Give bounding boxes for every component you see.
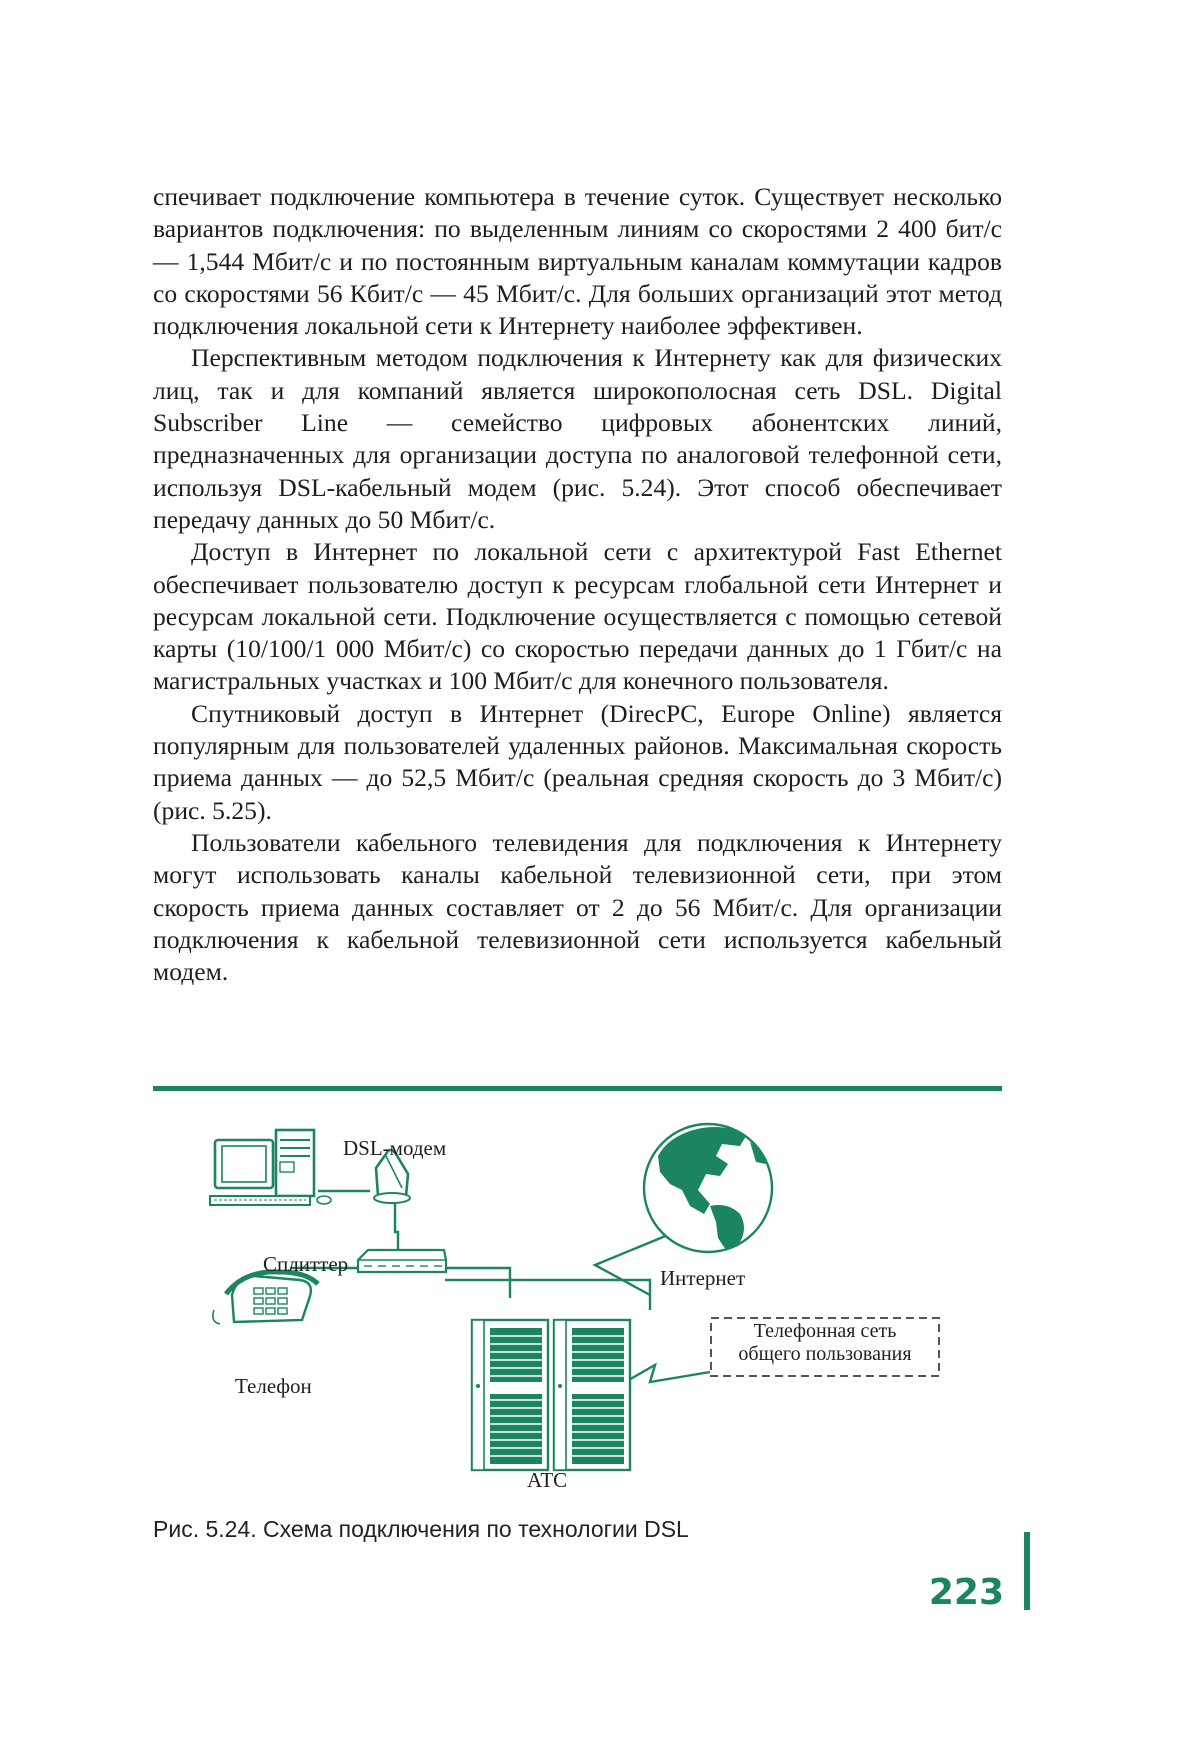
figure-caption: Рис. 5.24. Схема подключения по технологии DSL [153,1516,689,1542]
page-number-bar [1024,1532,1030,1610]
dsl-diagram [150,1110,1010,1510]
paragraph: Перспективным методом подключения к Интернету как для физических лиц, так и для компаний является широкополосная сеть DSL. Digital Subscriber Line — семейство цифровых абонентских линий, предназначенных для организации доступа по аналоговой телефонной сети, используя DSL-кабельный модем (рис. 5.24). Этот способ обеспечивает передачу данных до 50 Мбит/с. [153,343,1002,534]
pstn-label-line1: Телефонная сеть [753,1320,897,1342]
ats-pstn-link [620,1365,710,1385]
body-text [153,181,1002,988]
paragraph: Пользователи кабельного телевидения для подключения к Интернету могут использовать каналы кабельной телевизионной сети, при этом скорость приема данных составляет от 2 до 56 Мбит/с. Для организации подключения к кабельной телевизионной сети используется кабельный модем. [153,827,1002,987]
paragraph: Доступ в Интернет по локальной сети с архитектурой Fast Ethernet обеспечивает пользователю доступ к ресурсам глобальной сети Интернет и ресурсам локальной сети. Подключение осуществляется с помощью сетевой карты (10/100/1 000 Мбит/с) со скоростью передачи данных до 1 Гбит/с на магистральных участках и 100 Мбит/с для конечного пользователя. [153,537,1002,696]
page-number: 223 [928,1572,1004,1613]
pstn-label [711,1320,939,1366]
phone-label: Телефон [235,1374,312,1398]
section-divider [153,1086,1002,1091]
paragraph: спечивает подключение компьютера в течение суток. Существует несколько вариантов подключения: по выделенным линиям со скоростями 2 400 бит/с — 1,544 Мбит/с и по постоянным виртуальным каналам коммутации кадров со скоростями 56 Кбит/с — 45 Мбит/с. Для больших организаций этот метод подключения локальной сети к Интернету наиболее эффективен. [153,182,1002,341]
pstn-label-line2: общего пользования [738,1343,912,1365]
splitter-label: Сплиттер [263,1252,349,1276]
splitter-ats-line-2 [445,1280,650,1310]
internet-label: Интернет [660,1266,746,1290]
splitter-ats-line-1 [445,1268,510,1298]
modem-label: DSL-модем [343,1136,447,1160]
ats-label: АТС [527,1468,568,1492]
paragraph: Спутниковый доступ в Интернет (DirecPC, Europe Online) является популярным для пользователей удаленных районов. Максимальная скорость приема данных — до 52,5 Мбит/с (реальная средняя скорость до 3 Мбит/с) (рис. 5.25). [153,698,1002,825]
ats-cabinet-icon [472,1320,630,1470]
computer-icon [210,1130,331,1205]
telephone-icon [213,1272,318,1324]
splitter-icon [358,1250,446,1272]
diagram-drawing [150,1110,1010,1510]
globe-icon [644,1124,772,1252]
